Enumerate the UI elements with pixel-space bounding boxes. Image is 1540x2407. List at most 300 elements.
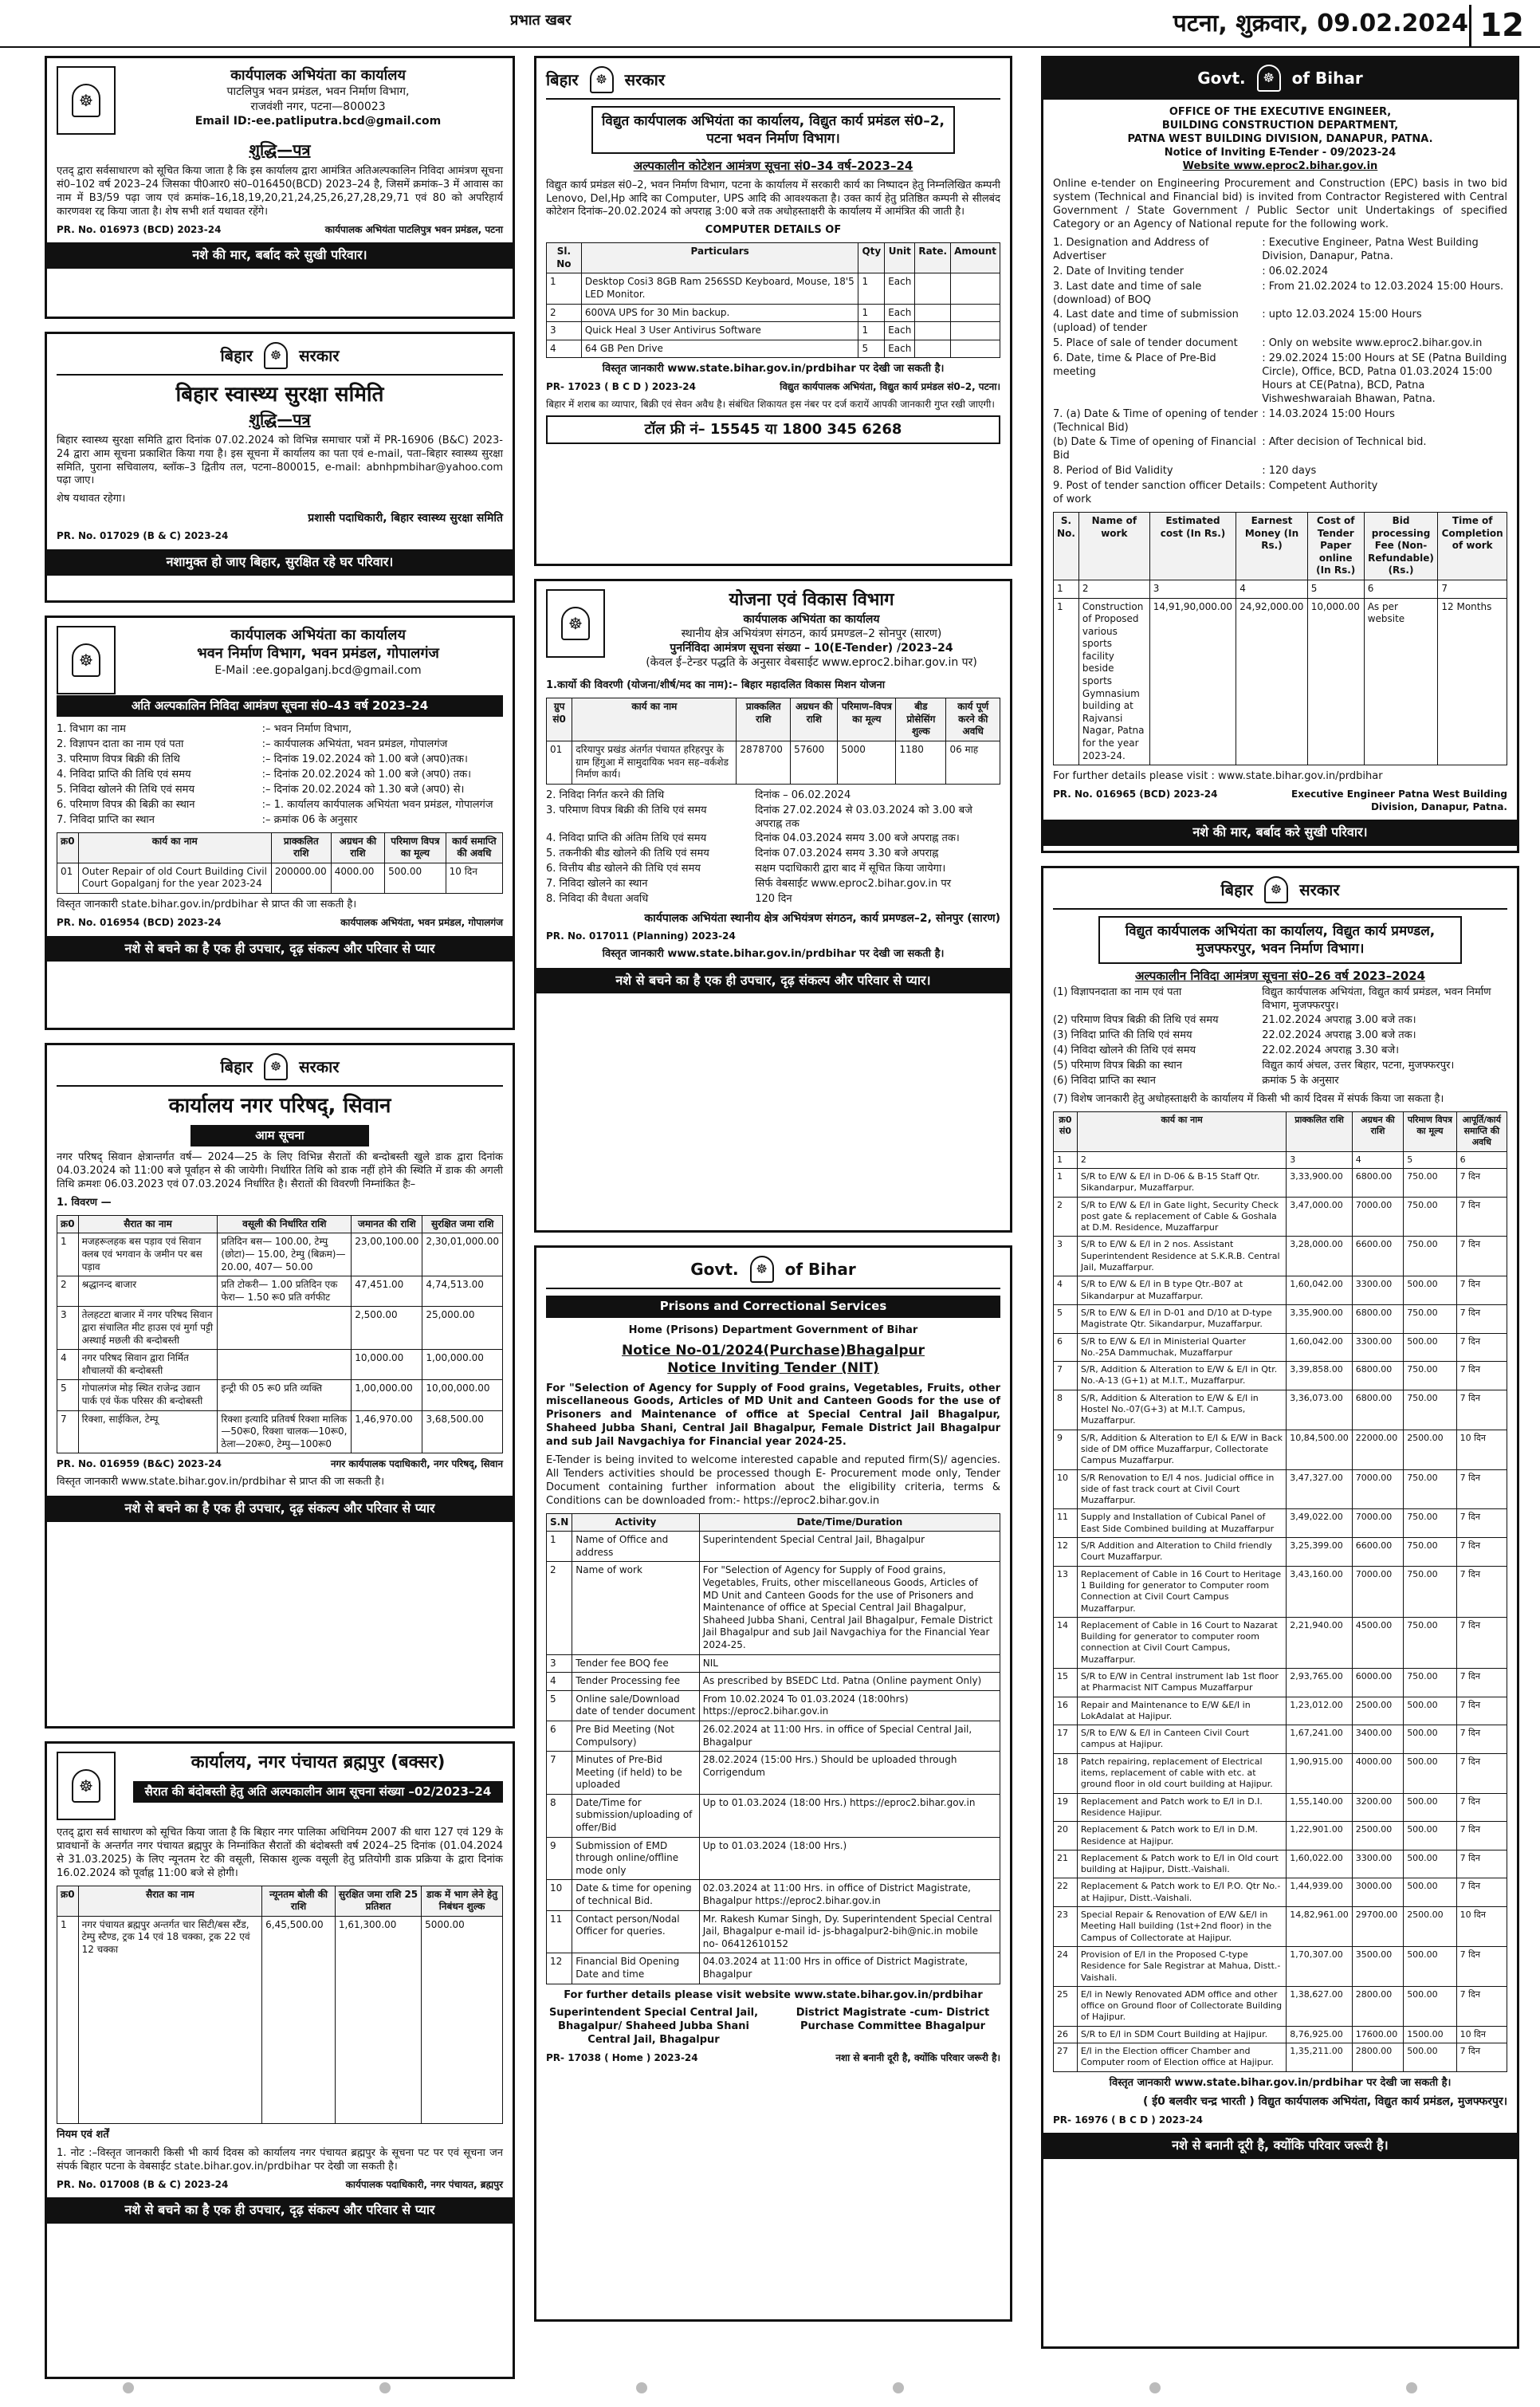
table-row: 3 Quick Heal 3 User Antivirus Software 1 Each xyxy=(547,322,1000,340)
decor-dot xyxy=(1406,2382,1417,2393)
footer-slogan: नशा से बनानी दूरी है, क्योंकि परिवार जरूरी है। xyxy=(835,2052,1000,2064)
emblem-icon: ☸ xyxy=(750,1256,774,1283)
table-row xyxy=(1054,1668,1507,1697)
table-row xyxy=(1054,1697,1507,1725)
table-cell: 1,70,307.00 xyxy=(1287,1946,1352,1986)
website-note: विस्तृत जानकारी www.state.bihar.gov.in/prdbihar पर देखी जा सकती है। xyxy=(1109,2076,1452,2089)
table-cell: 500.00 xyxy=(1404,1276,1456,1305)
signature: कार्यपालक अभियंता स्थानीय क्षेत्र अभियंत्रण संगठन, कार्य प्रमण्डल–2, सोनपुर (सारण) xyxy=(644,911,1000,925)
table-cell: 3 xyxy=(1054,1237,1078,1276)
ad-header xyxy=(623,589,1000,670)
office-subtitle: स्थानीय क्षेत्र अभियंत्रण संगठन, कार्य प्रमण्डल–2 सोनपुर (सारण) xyxy=(681,627,942,640)
table-cell: 6600.00 xyxy=(1352,1237,1403,1276)
emblem-icon: ☸ xyxy=(264,342,288,369)
table-cell: 500.00 xyxy=(1404,1725,1456,1754)
emblem-icon: ☸ xyxy=(264,1053,288,1080)
table-cell: 8,76,925.00 xyxy=(1287,2026,1352,2043)
table-cell: 7 दिन xyxy=(1456,1362,1507,1390)
office-email: E-Mail :ee.gopalganj.bcd@gmail.com xyxy=(214,663,422,677)
office-title: कार्यालय, नगर पंचायत ब्रह्मपुर (बक्सर) xyxy=(191,1752,446,1772)
pr-number: PR. No. 017011 (Planning) 2023-24 xyxy=(546,930,736,942)
special-info: (7) विशेष जानकारी हेतु अधोहस्ताक्षरी के कार्यालय में किसी भी कार्य दिवस में संपर्क किया जा सकता है। xyxy=(1053,1092,1444,1105)
page-bottom-decoration xyxy=(0,2380,1540,2396)
signature: कार्यपालक अभियंता, भवन प्रमंडल, गोपालगंज xyxy=(340,916,503,928)
table-cell: 500.00 xyxy=(1404,1986,1456,2026)
table-row xyxy=(1054,1538,1507,1567)
table-row: 6 Pre Bid Meeting (Not Compulsory) 26.02.2024 at 11:00 Hrs. in office of Special Central Jail, Bhagalpur xyxy=(547,1721,1000,1751)
dept-title: योजना एवं विकास विभाग xyxy=(729,590,894,610)
table-cell: Special Repair & Renovation of E/W &E/I in Meeting Hall building (1st+2nd floor) in the Campus of Collectorate at Hajipur. xyxy=(1077,1907,1286,1947)
table-cell: 1,22,901.00 xyxy=(1287,1822,1352,1850)
signature: Executive Engineer Patna West Building Division, Danapur, Patna. xyxy=(1291,789,1507,812)
table-cell: 8 xyxy=(1054,1390,1078,1430)
table-cell: 4000.00 xyxy=(1352,1753,1403,1793)
table-cell: 7000.00 xyxy=(1352,1509,1403,1538)
footer-slogan: नशामुक्त हो जाए बिहार, सुरक्षित रहे घर परिवार। xyxy=(47,549,513,576)
ad-gopalganj xyxy=(45,616,515,1030)
table-cell: 3,35,900.00 xyxy=(1287,1304,1352,1333)
table-row: 01 दरियापुर प्रखंड अंतर्गत पंचायत हरिहरपुर के ग्राम हिंगुआ में सामुदायिक भवन सह–वर्कशेड निर्माण कार्य। 2878700 57600 5000 1180 06 माह xyxy=(547,741,1000,785)
emblem-icon: ☸ xyxy=(72,84,100,117)
table-cell: S/R, Addition & Alteration to E/W & E/I in Qtr. No.-A-13 (G+1) at M.I.T., Muzaffarpur. xyxy=(1077,1362,1286,1390)
govt-banner xyxy=(57,1053,503,1087)
table-row xyxy=(1054,1509,1507,1538)
works-table: क्र0 सं0 कार्य का नाम प्राक्कलित राशि अग्रधन की राशि परिमाण विपत्र का मूल्य आपूर्ति/कार्य समाप्ति की अवधि 1 2 3 4 5 6 1 S/R to E/W & E/I in D-06 & B-15 Staff Qtr. Sikandarpur, Muzaffarpur. 3,33,900.00 6800.00 750.00 7 दिन 2 S/R to E/W & E/I in Gate light, Security Check post gate & replacement of Cable & Goshala at D.M. Residence, Muzaffarpur 3,47,000.00 7000.00 750.00 7 दिन 3 S/R to E/W & E/I in 2 nos. Assistant Superintendent Residence at S.K.R.B. Central Jail, Muzaffarpur. 3,28,000.00 6600.00 750.00 7 दिन 4 S/R to E/W & E/I in B type Qtr.-B07 at Sikandarpur at Muzaffarpur. 1,60,042.00 3300.00 500.00 7 दिन 5 S/R to E/W & E/I in D-01 and D/10 at D-type Magistrate Qtr. Sikandarpur, Muzaffarpur. 3,35,900.00 6800.00 750.00 7 दिन 6 S/R to E/W & E/I in Ministerial Quarter No.-25A Dammuchak, Muzaffarpur 1,60,042.00 3300.00 500.00 7 दिन 7 S/R, Addition & Alteration to E/W & E/I in Qtr. No.-A-13 (G+1) at M.I.T., Muzaffarpur. 3,39,858.00 6800.00 750.00 7 दिन 8 S/R, Addition & Alteration to E/W & E/I in Hostel No.-07(G+3) at M.I.T. Campus, Muzaffarpur. 3,36,073.00 6800.00 750.00 7 दिन 9 S/R, Addition & Alteration to E/I & E/W in Back side of DM office Muzaffarpur, Collectorate Campus Muzaffarpur. 10,84,500.00 22000.00 2500.00 10 दिन 10 S/R Renovation to E/I 4 nos. Judicial office in side of fast track court at Civil Court Muzaffarpur. 3,47,327.00 7000.00 750.00 7 दिन 11 Supply and Installation of Cubical Panel of East Side Combined building at Muzaffarpur 3,49,022.00 7000.00 750.00 7 दिन 12 S/R Addition and Alteration to Child friendly Court Muzaffarpur. 3,25,399.00 6600.00 750.00 7 दिन 13 Replacement of Cable in 16 Court to Heritage 1 Building for generator to Computer room Connection at Civil Court Campus Muzaffarpur. 3,43,160.00 7000.00 750.00 7 दिन 14 Replacement of Cable in 16 Court to Nazarat Building for generator to computer room connection at Civil Court Campus, Muzaffarpur. 2,21,940.00 4500.00 750.00 7 दिन 15 S/R to E/W in Central instrument lab 1st floor at Pharmacist NIT Campus Muzaffarpur 2,93,765.00 6000.00 750.00 7 दिन 16 Repair and Maintenance to E/W &E/I in LokAdalat at Hajipur. 1,23,012.00 2500.00 500.00 7 दिन 17 S/R to E/W & E/I in Canteen Civil Court campus at Hajipur. 1,67,241.00 3400.00 500.00 7 दिन 18 Patch repairing, replacement of Electrical items, replacement of cable with etc. at ground floor in old court building at Hajipur. 1,90,915.00 4000.00 500.00 7 दिन 19 Replacement and Patch work to E/I in D.I. Residence Hajipur. 1,55,140.00 3200.00 500.00 7 दिन 20 Replacement & Patch work to E/I in D.M. Residence at Hajipur. 1,22,901.00 2500.00 500.00 7 दिन 21 Replacement & Patch work to E/I in Old court building at Hajipur, Distt.-Vaishali. 1,60,022.00 3300.00 500.00 7 दिन 22 Replacement & Patch work to E/I P.O. Qtr No.-at Hajipur, Distt.-Vaishali. 1,44,939.00 3000.00 500.00 7 दिन 23 Special Repair & Renovation of E/W &E/I in Meeting Hall building (1st+2nd floor) in the Campus of Collectorate at Hajipur. 14,82,961.00 29700.00 2500.00 10 दिन 24 Provision of E/I in the Proposed C-type Residence for Sale Registrar at Mahua, Distt.-Vaishali. 1,70,307.00 3500.00 500.00 7 दिन 25 E/I in Newly Renovated ADM office and other office on Ground floor of Collectorate Building of Hajipur. 1,38,627.00 2800.00 500.00 7 दिन 26 S/R to E/I in SDM Court Building at Hajipur. 8,76,925.00 17600.00 1500.00 10 दिन 27 E/I in the Election officer Chamber and Computer room of Election office at Hajipur. 1,35,211.00 2800.00 500.00 7 दिन xyxy=(1053,1111,1507,2072)
table-cell: 16 xyxy=(1054,1697,1078,1725)
ad-siwan xyxy=(45,1043,515,1729)
table-row xyxy=(1054,1304,1507,1333)
ad-muzaffarpur xyxy=(1041,866,1519,2349)
detail-row: 7. (a) Date & Time of opening of tender (Technical Bid) : 14.03.2024 15:00 Hours xyxy=(1053,407,1395,434)
table-cell: S/R to E/W & E/I in D-01 and D/10 at D-type Magistrate Qtr. Sikandarpur, Muzaffarpur. xyxy=(1077,1304,1286,1333)
signature: कार्यपालक अभियंता पाटलिपुत्र भवन प्रमंडल, पटना xyxy=(324,223,503,235)
table-cell: 1,38,627.00 xyxy=(1287,1986,1352,2026)
table-cell: 1 xyxy=(1054,1169,1078,1198)
detail-row: 8. निविदा की वैधता अवधि 120 दिन xyxy=(546,893,792,906)
table-row: 9 Submission of EMD through online/offline mode only Up to 01.03.2024 (18:00 Hrs.) xyxy=(547,1837,1000,1880)
table-cell: 3,47,327.00 xyxy=(1287,1469,1352,1509)
table-row: 01 Outer Repair of old Court Building Civil Court Gopalganj for the year 2023-24 200000.00 4000.00 500.00 10 दिन xyxy=(57,863,503,893)
table-cell: 500.00 xyxy=(1404,1822,1456,1850)
newspaper-brand: प्रभात खबर xyxy=(510,12,572,29)
table-row: 3 तेलहटटा बाजार में नगर परिषद सिवान द्वारा संचालित मीट हाउस एवं मुर्गा पट्टी अस्थाई मछली की बन्दोबस्ती 2,500.00 25,000.00 xyxy=(57,1307,503,1350)
table-cell: 7 दिन xyxy=(1456,1986,1507,2026)
table-cell: 1,67,241.00 xyxy=(1287,1725,1352,1754)
table-row: 1 Name of Office and address Superintendent Special Central Jail, Bhagalpur xyxy=(547,1532,1000,1562)
banner-right: of Bihar xyxy=(784,1260,856,1279)
ad-buxar xyxy=(45,1741,515,2379)
table-cell: Replacement and Patch work to E/I in D.I. Residence Hajipur. xyxy=(1077,1793,1286,1822)
table-row: 7 रिक्शा, साईकिल, टेम्पू रिक्शा इत्यादि प्रतिवर्ष रिक्शा मालिक—50रू0, रिक्शा चालक—10रू0, ठेला—20रू0, टेम्पु—100रू0 1,46,970.00 3,68,500.00 xyxy=(57,1410,503,1453)
table-row: 1 नगर पंचायत ब्रह्मपुर अन्तर्गत चार सिटी/बस स्टैंड, टेम्पु स्टैण्ड, ट्रक 14 एवं 18 चक्का, ट्रक 22 एवं 12 चक्का 6,45,500.00 1,61,300.00 5000.00 xyxy=(57,1916,503,2123)
table-cell: 750.00 xyxy=(1404,1197,1456,1237)
notice-title: अल्पकालीन निविदा आमंत्रण सूचना सं0–26 वर्ष 2023–2024 xyxy=(1134,969,1426,984)
website-note: For further details please visit website www.state.bihar.gov.in/prdbihar xyxy=(564,1988,983,2001)
notice-subtitle: (केवल ई–टेन्डर पद्धति के अनुसार वेबसाईट www.eproc2.bihar.gov.in पर) xyxy=(646,656,977,670)
office-subtitle: BUILDING CONSTRUCTION DEPARTMENT, xyxy=(1161,119,1399,132)
table-cell: 6800.00 xyxy=(1352,1362,1403,1390)
table-cell: 500.00 xyxy=(1404,1697,1456,1725)
banner-right: of Bihar xyxy=(1291,69,1363,88)
table-cell: 3300.00 xyxy=(1352,1276,1403,1305)
table-row xyxy=(1054,1946,1507,1986)
table-row xyxy=(1054,1469,1507,1509)
detail-row: 8. Period of Bid Validity : 120 days xyxy=(1053,465,1317,478)
tender-details xyxy=(546,789,1000,907)
table-cell: 500.00 xyxy=(1404,1878,1456,1907)
table-cell: 750.00 xyxy=(1404,1566,1456,1617)
table-cell: Supply and Installation of Cubical Panel of East Side Combined building at Muzaffarpur xyxy=(1077,1509,1286,1538)
notice-number: Notice No-01/2024(Purchase)Bhagalpur xyxy=(622,1343,925,1359)
table-cell: 14 xyxy=(1054,1617,1078,1668)
table-row xyxy=(1054,1878,1507,1907)
pr-number: PR. No. 016973 (BCD) 2023-24 xyxy=(57,223,222,235)
table-cell: 7 दिन xyxy=(1456,1197,1507,1237)
table-caption: COMPUTER DETAILS OF xyxy=(705,224,842,237)
detail-row: 4. Last date and time of submission (upload) of tender : upto 12.03.2024 15:00 Hours xyxy=(1053,309,1422,335)
table-cell: 500.00 xyxy=(1404,2043,1456,2072)
notice-title: अल्पकालीन कोटेशन आमंत्रण सूचना सं0–34 वर्ष–2023–24 xyxy=(633,159,913,174)
banner-left: बिहार xyxy=(220,346,253,365)
table-cell: 7 दिन xyxy=(1456,1469,1507,1509)
page-number: 12 xyxy=(1469,5,1524,46)
office-title: कार्यपालक अभियंता का कार्यालय xyxy=(230,627,406,643)
website-note: विस्तृत जानकारी www.state.bihar.gov.in/prdbihar पर देखी जा सकती है। xyxy=(602,947,945,960)
table-cell: 22000.00 xyxy=(1352,1430,1403,1469)
notice-body: एतद् द्वारा सर्वसाधारण को सूचित किया जाता है कि इस कार्यालय द्वारा आमंत्रित अतिअल्पकालिन निविदा आमंत्रण सूचना सं0–102 वर्ष 2023–24 जिसका पी0आर0 सं0–016450(BCD) 2023–24 है, जिसमें क्रमांक–3 में आवास का नाम में B3/59 पढ़ा जाय एवं क्रमांक–16,18,19,20,21,24,25,26,27,28,29,71 एवं 80 को अपरिहार्य कारणवश रद्द किया जाता है। शेष सभी शर्त यथावत रहेंगे। xyxy=(57,164,503,218)
table-cell: 7000.00 xyxy=(1352,1469,1403,1509)
table-cell: S/R to E/W & E/I in B type Qtr.-B07 at Sikandarpur at Muzaffarpur. xyxy=(1077,1276,1286,1305)
table-row xyxy=(1054,1850,1507,1878)
table-row xyxy=(1054,1169,1507,1198)
govt-banner xyxy=(1053,876,1507,910)
table-cell: 750.00 xyxy=(1404,1509,1456,1538)
decor-dot xyxy=(1149,2382,1161,2393)
notice-title: आम सूचना xyxy=(191,1125,369,1147)
table-cell: 27 xyxy=(1054,2043,1078,2072)
table-cell: 15 xyxy=(1054,1668,1078,1697)
detail-row: 7. निविदा प्राप्ति का स्थान :– क्रमांक 06 के अनुसार xyxy=(57,813,358,826)
table-cell: 1,60,042.00 xyxy=(1287,1333,1352,1362)
table-cell: S/R to E/I in SDM Court Building at Hajipur. xyxy=(1077,2026,1286,2043)
emblem-icon: ☸ xyxy=(1264,876,1288,903)
table-cell: 2500.00 xyxy=(1352,1697,1403,1725)
table-cell: 500.00 xyxy=(1404,1850,1456,1878)
table-cell: Repair and Maintenance to E/W &E/I in LokAdalat at Hajipur. xyxy=(1077,1697,1286,1725)
table-cell: 3300.00 xyxy=(1352,1333,1403,1362)
banner-right: सरकार xyxy=(299,346,340,365)
table-cell: 1,44,939.00 xyxy=(1287,1878,1352,1907)
notice-title: पुनर्निविदा आमंत्रण सूचना संख्या – 10(E-Tender) /2023–24 xyxy=(670,641,953,655)
ad-header xyxy=(133,626,503,678)
decor-dot xyxy=(636,2382,647,2393)
notice-remaining: शेष यथावत रहेगा। xyxy=(57,493,126,505)
pr-number: PR. No. 016954 (BCD) 2023-24 xyxy=(57,916,222,928)
banner-left: Govt. xyxy=(690,1260,739,1279)
table-row xyxy=(1054,1362,1507,1390)
table-cell: 7 दिन xyxy=(1456,1333,1507,1362)
ad-danapur xyxy=(1041,56,1519,853)
table-index-row: 1 2 3 4 5 6 xyxy=(1054,1151,1507,1168)
table-cell: 2800.00 xyxy=(1352,1986,1403,2026)
table-cell: 7 दिन xyxy=(1456,2043,1507,2072)
table-cell: S/R to E/W & E/I in Gate light, Security Check post gate & replacement of Cable & Goshala at D.M. Residence, Muzaffarpur xyxy=(1077,1197,1286,1237)
table-cell: 7000.00 xyxy=(1352,1566,1403,1617)
website-note: विस्तृत जानकारी state.bihar.gov.in/prdbihar से प्राप्त की जा सकती है। xyxy=(57,899,357,911)
table-cell: E/I in the Election officer Chamber and Computer room of Election office at Hajipur. xyxy=(1077,2043,1286,2072)
table-cell: 7 दिन xyxy=(1456,1566,1507,1617)
table-cell: 7 दिन xyxy=(1456,1668,1507,1697)
table-cell: 3400.00 xyxy=(1352,1725,1403,1754)
signature: विद्युत कार्यपालक अभियंता, विद्युत कार्य प्रमंडल सं0–2, पटना। xyxy=(780,381,1000,393)
office-title: OFFICE OF THE EXECUTIVE ENGINEER, xyxy=(1169,106,1392,118)
banner-right: सरकार xyxy=(1299,880,1340,899)
table-row: 1 Desktop Cosi3 8GB Ram 256SSD Keyboard, Mouse, 18'5 LED Monitor. 1 Each xyxy=(547,273,1000,304)
office-subtitle: भवन निर्माण विभाग, भवन प्रमंडल, गोपालगंज xyxy=(197,645,439,663)
govt-banner xyxy=(1043,58,1517,100)
table-cell: 7 दिन xyxy=(1456,1753,1507,1793)
table-cell: 500.00 xyxy=(1404,1333,1456,1362)
table-row: 4 64 GB Pen Drive 5 Each xyxy=(547,340,1000,358)
table-cell: 3000.00 xyxy=(1352,1878,1403,1907)
banner-right: सरकार xyxy=(624,70,666,89)
table-row xyxy=(1054,1725,1507,1754)
computer-table: Sl. No Particulars Qty Unit Rate. Amount 1 Desktop Cosi3 8GB Ram 256SSD Keyboard, Mouse, 18'5 LED Monitor. 1 Each 2 600VA UPS for 30 Min backup. 1 Each 3 Quick Heal 3 User Antivirus Software 1 Each 4 64 GB Pen Drive 5 Each xyxy=(546,242,1000,358)
table-cell: 3,25,399.00 xyxy=(1287,1538,1352,1567)
table-cell: S/R, Addition & Alteration to E/I & E/W in Back side of DM office Muzaffarpur, Collectorate Campus Muzaffarpur. xyxy=(1077,1430,1286,1469)
detail-row: (5) परिमाण विपत्र बिक्री का स्थान विद्युत कार्य अंचल, उत्तर बिहार, पटना, मुजफ्फरपुर। xyxy=(1053,1060,1455,1072)
notice-title: शुद्धि—पत्र xyxy=(249,140,311,159)
emblem-icon: ☸ xyxy=(72,1769,100,1803)
table-row xyxy=(1054,1753,1507,1793)
table-cell: 3200.00 xyxy=(1352,1793,1403,1822)
table-cell: 3,33,900.00 xyxy=(1287,1169,1352,1198)
signature-right: District Magistrate -cum- District Purchase Committee Bhagalpur xyxy=(796,2007,990,2033)
ad-sonpur xyxy=(534,579,1012,1233)
column-middle xyxy=(534,56,1012,2334)
pr-number: PR. No. 017029 (B & C) 2023-24 xyxy=(57,530,229,542)
ad-header xyxy=(133,66,503,128)
notice-note: 1. नोट :–विस्तृत जानकारी किसी भी कार्य दिवस को कार्यालय नगर पंचायत ब्रह्मपुर के सूचना पट पर एवं सूचना जन संपर्क बिहार पटना के वेबसाईट state.bihar.gov.in/prdbihar पर देखी जा सकती है। xyxy=(57,2146,503,2173)
tender-details xyxy=(1053,986,1507,1088)
table-cell: Replacement of Cable in 16 Court to Nazarat Building for generator to computer room connection at Civil Court Campus, Muzaffarpur. xyxy=(1077,1617,1286,1668)
table-cell: 7 दिन xyxy=(1456,1946,1507,1986)
emblem-icon: ☸ xyxy=(590,66,614,93)
table-cell: 6800.00 xyxy=(1352,1390,1403,1430)
dateline: पटना, शुक्रवार, 09.02.2024 xyxy=(1173,10,1468,37)
pr-number: PR- 17038 ( Home ) 2023-24 xyxy=(546,2052,698,2064)
notice-body: बिहार स्वास्थ्य सुरक्षा समिति द्वारा दिनांक 07.02.2024 को विभिन्न समाचार पत्रों में PR-16906 (B&C) 2023-24 द्वारा आम सूचना प्रकाशित किया गया है। इस सूचना में कार्यालय का पता एवं e-mail, पता–बिहार स्वास्थ्य सुरक्षा समिति, पुराना सचिवालय, ब्लॉक–3 द्वितीय तल, पटना–800015, e-mail: abnhpmbihar@yahoo.com पढ़ा जाए। xyxy=(57,434,503,487)
detail-row: 5. तकनीकी बीड खोलने की तिथि एवं समय दिनांक 07.03.2024 समय 3.30 बजे अपराह्न xyxy=(546,848,939,860)
liquor-notice: बिहार में शराब का व्यापार, बिक्री एवं सेवन अवैध है। संबंधित शिकायत इस नंबर पर दर्ज करायें आपकी जानकारी गुप्त रखी जाएगी। xyxy=(546,398,995,410)
detail-row: (4) निविदा खोलने की तिथि एवं समय 22.02.2024 अपराह्न 3.30 बजे। xyxy=(1053,1044,1400,1057)
table-cell: 2500.00 xyxy=(1404,1907,1456,1947)
table-cell: S/R to E/W & E/I in D-06 & B-15 Staff Qtr. Sikandarpur, Muzaffarpur. xyxy=(1077,1169,1286,1198)
tender-details xyxy=(1053,237,1507,507)
notice-purpose: For "Selection of Agency for Supply of Food grains, Vegetables, Fruits, other miscellaneous Goods, Articles of MD Unit and Canteen Goods for the use of Prisoners and Maintenance of office at Special Central Jail Bhagalpur, Shaheed Jubba Shani, Central Jail Bhagalpur, Female District Jail Bhagalpur and sub Jail Navgachiya for Financial year 2024-25. xyxy=(546,1382,1000,1449)
table-cell: 750.00 xyxy=(1404,1169,1456,1198)
nit-table: S.N Activity Date/Time/Duration 1 Name of Office and address Superintendent Special Central Jail, Bhagalpur 2 Name of work For "Selection of Agency for Supply of Food grains, Vegetables, Fruits, other miscellaneous Goods, Articles of MD Unit and Canteen Goods for the use of Prisoners and Maintenance of office at Special Central Jail Bhagalpur, Shaheed Jubba Shani, Central Jail Bhagalpur, Female District Jail Bhagalpur and sub Jail Navgachiya for the Financial Year 2024-25. 3 Tender fee BOQ fee NIL 4 Tender Processing fee As prescribed by BSEDC Ltd. Patna (Online payment Only) 5 Online sale/Download date of tender document From 10.02.2024 To 01.03.2024 (18:00hrs) https://eproc2.bihar.gov.in 6 Pre Bid Meeting (Not Compulsory) 26.02.2024 at 11:00 Hrs. in office of Special Central Jail, Bhagalpur 7 Minutes of Pre-Bid Meeting (if held) to be uploaded 28.02.2024 (15:00 Hrs.) Should be uploaded through Corrigendum 8 Date/Time for submission/uploading of offer/Bid Up to 01.03.2024 (18:00 Hrs.) https://eproc2.bihar.gov.in 9 Submission of EMD through online/offline mode only Up to 01.03.2024 (18:00 Hrs.) 10 Date & time for opening of technical Bid. 02.03.2024 at 11:00 Hrs. in office of District Magistrate, Bhagalpur https://eproc2.bihar.gov.in 11 Contact person/Nodal Officer for queries. Mr. Rakesh Kumar Singh, Dy. Superintendent Special Central Jail, Bhagalpur e-mail id- js-bhagalpur2-bih@nic.in mobile no- 06412610152 12 Financial Bid Opening Date and time 04.03.2024 at 11:00 Hrs in office of District Magistrate, Bhagalpur xyxy=(546,1513,1000,1984)
table-row xyxy=(1054,2043,1507,2072)
table-cell: 500.00 xyxy=(1404,1946,1456,1986)
table-cell: 7 दिन xyxy=(1456,1617,1507,1668)
table-row: 2 श्रद्धानन्द बाजार प्रति टोकरी— 1.00 प्रतिदिन एक फेरा— 1.50 रू0 प्रति वर्गफीट 47,451.00 4,74,513.00 xyxy=(57,1276,503,1307)
detail-row: 5. Place of sale of tender document : Only on website www.eproc2.bihar.gov.in xyxy=(1053,337,1483,350)
footer-slogan: नशे की मार, बर्बाद करे सुखी परिवार। xyxy=(47,242,513,269)
table-cell: 7 दिन xyxy=(1456,1697,1507,1725)
decor-dot xyxy=(123,2382,134,2393)
pr-number: PR. No. 017008 (B & C) 2023-24 xyxy=(57,2178,229,2190)
table-cell: 7000.00 xyxy=(1352,1197,1403,1237)
emblem-icon: ☸ xyxy=(72,643,100,677)
table-row: 8 Date/Time for submission/uploading of offer/Bid Up to 01.03.2024 (18:00 Hrs.) https://eproc2.bihar.gov.in xyxy=(547,1794,1000,1837)
table-cell: 750.00 xyxy=(1404,1304,1456,1333)
table-row: 7 Minutes of Pre-Bid Meeting (if held) to be uploaded 28.02.2024 (15:00 Hrs.) Should be uploaded through Corrigendum xyxy=(547,1752,1000,1795)
table-row xyxy=(1054,1986,1507,2026)
table-cell: 750.00 xyxy=(1404,1617,1456,1668)
table-cell: 750.00 xyxy=(1404,1538,1456,1567)
office-address: PATNA WEST BUILDING DIVISION, DANAPUR, PATNA. xyxy=(1127,132,1433,145)
table-cell: 10 xyxy=(1054,1469,1078,1509)
pr-number: PR. No. 016959 (B&C) 2023-24 xyxy=(57,1458,222,1470)
table-cell: Replacement & Patch work to E/I in Old court building at Hajipur, Distt.-Vaishali. xyxy=(1077,1850,1286,1878)
signature: ( ई0 बलवीर चन्द्र भारती ) विद्युत कार्यपालक अभियंता, विद्युत कार्य प्रमंडल, मुजफ्फरपुर। xyxy=(1142,2095,1507,2109)
table-cell: 6 xyxy=(1054,1333,1078,1362)
detail-row: (b) Date & Time of opening of Financial Bid : After decision of Technical bid. xyxy=(1053,436,1427,462)
footer-slogan: नशे की मार, बर्बाद करे सुखी परिवार। xyxy=(1043,820,1517,846)
footer-slogan: नशे से बचने का है एक ही उपचार, दृढ़ संकल्प और परिवार से प्यार। xyxy=(536,968,1010,994)
table-cell: 7 दिन xyxy=(1456,1276,1507,1305)
table-row: 10 Date & time for opening of technical Bid. 02.03.2024 at 11:00 Hrs. in office of District Magistrate, Bhagalpur https://eproc2.bihar.gov.in xyxy=(547,1880,1000,1910)
table-cell: 3,39,858.00 xyxy=(1287,1362,1352,1390)
table-cell: 9 xyxy=(1054,1430,1078,1469)
table-row: 1 Construction of Proposed various sports facility beside sports Gymnasium building at Rajvansi Nagar, Patna for the year 2023-24. 14,91,90,000.00 24,92,000.00 10,000.00 As per website 12 Months xyxy=(1054,598,1507,765)
table-cell: 4500.00 xyxy=(1352,1617,1403,1668)
table-row: 11 Contact person/Nodal Officer for queries. Mr. Rakesh Kumar Singh, Dy. Superintendent Special Central Jail, Bhagalpur e-mail id- js-bhagalpur2-bih@nic.in mobile no- 06412610152 xyxy=(547,1910,1000,1953)
table-cell: 12 xyxy=(1054,1538,1078,1567)
table-cell: 23 xyxy=(1054,1907,1078,1947)
table-cell: 6800.00 xyxy=(1352,1169,1403,1198)
ad-health-committee xyxy=(45,332,515,603)
emblem-icon: ☸ xyxy=(561,607,590,640)
works-table: क्र0 कार्य का नाम प्राक्कलित राशि अग्रधन की राशि परिमाण विपत्र का मूल्य कार्य समाप्ति की अवधि 01 Outer Repair of old Court Building Civil Court Gopalganj for the year 2023-24 200000.00 4000.00 500.00 10 दिन xyxy=(57,832,503,894)
works-description: 1.कार्यो की विवरणी (योजना/शीर्ष/मद का नाम):– बिहार महादलित विकास मिशन योजना xyxy=(546,679,886,692)
table-row: 1 मजहरूलहक बस पड़ाव एवं सिवान क्लब एवं भगवान के जमीन पर बस पड़ाव प्रतिदिन बस— 100.00, टेम्पु (छोटा)— 15.00, टेम्पु (बिक्रम)—20.00, 407— 50.00 23,00,100.00 2,30,01,000.00 xyxy=(57,1233,503,1276)
rules-heading: नियम एवं शर्तें xyxy=(57,2128,109,2141)
table-cell: 3500.00 xyxy=(1352,1946,1403,1986)
table-cell: 11 xyxy=(1054,1509,1078,1538)
detail-row: 4. निविदा प्राप्ति की अंतिम तिथि एवं समय दिनांक 04.03.2024 समय 3.00 बजे अपराह्न तक। xyxy=(546,832,960,845)
table-row: 12 Financial Bid Opening Date and time 04.03.2024 at 11:00 Hrs in office of District Magistrate, Bhagalpur xyxy=(547,1953,1000,1984)
table-cell: 1,35,211.00 xyxy=(1287,2043,1352,2072)
table-cell: 3,47,000.00 xyxy=(1287,1197,1352,1237)
table-row xyxy=(1054,1617,1507,1668)
table-cell: 18 xyxy=(1054,1753,1078,1793)
works-table: ग्रुप सं0 कार्य का नाम प्राक्कलित राशि अग्रधन की राशि परिमाण–विपत्र का मूल्य बीड प्रोसेसिंग शुल्क कार्य पूर्ण करने की अवधि 01 दरियापुर प्रखंड अंतर्गत पंचायत हरिहरपुर के ग्राम हिंगुआ में सामुदायिक भवन सह–वर्कशेड निर्माण कार्य। 2878700 57600 5000 1180 06 माह xyxy=(546,698,1000,785)
detail-row: 1. Designation and Address of Advertiser : Executive Engineer, Patna West Building Division, Danapur, Patna. xyxy=(1053,237,1479,262)
table-row xyxy=(1054,1907,1507,1947)
masthead xyxy=(0,0,1540,48)
table-cell: 7 दिन xyxy=(1456,1304,1507,1333)
detail-row: 6. परिमाण विपत्र की बिक्री का स्थान :– 1. कार्यालय कार्यपालक अभियंता भवन प्रमंडल, गोपालगंज xyxy=(57,798,493,811)
footer-slogan: नशे से बचने का है एक ही उपचार, दृढ़ संकल्प और परिवार से प्यार xyxy=(47,1496,513,1522)
table-cell: 1,60,042.00 xyxy=(1287,1276,1352,1305)
footer-slogan: नशे से बनानी दूरी है, क्योंकि परिवार जरूरी है। xyxy=(1043,2133,1517,2159)
table-cell: S/R to E/W in Central instrument lab 1st floor at Pharmacist NIT Campus Muzaffarpur xyxy=(1077,1668,1286,1697)
table-cell: 7 दिन xyxy=(1456,1822,1507,1850)
table-cell: 14,82,961.00 xyxy=(1287,1907,1352,1947)
table-cell: Replacement of Cable in 16 Court to Heritage 1 Building for generator to Computer room Connection at Civil Court Campus Muzaffarpur. xyxy=(1077,1566,1286,1617)
detail-row: 3. परिमाण विपत्र बिक्री की तिथि :– दिनांक 19.02.2024 को 1.00 बजे (अप0)तक। xyxy=(57,753,468,766)
table-row xyxy=(1054,1822,1507,1850)
signature: कार्यपालक पदाधिकारी, नगर पंचायत, ब्रह्मपुर xyxy=(345,2178,503,2190)
table-index-row: 1 2 3 4 5 6 7 xyxy=(1054,580,1507,598)
table-cell: Provision of E/I in the Proposed C-type Residence for Sale Registrar at Mahua, Distt.-Vaishali. xyxy=(1077,1946,1286,1986)
detail-row: (1) विज्ञापनदाता का नाम एवं पता विद्युत कार्यपालक अभियंता, विद्युत कार्य प्रमंडल, भवन निर्माण विभाग, मुजफ्फरपुर। xyxy=(1053,985,1491,1012)
table-cell: 500.00 xyxy=(1404,1793,1456,1822)
table-row: 2 Name of work For "Selection of Agency for Supply of Food grains, Vegetables, Fruits, other miscellaneous Goods, Articles of MD Unit and Canteen Goods for the use of Prisoners and Maintenance of office at Special Central Jail Bhagalpur, Shaheed Jubba Shani, Central Jail Bhagalpur, Female District Jail Bhagalpur and sub Jail Navgachiya for the Financial Year 2024-25. xyxy=(547,1562,1000,1654)
table-row xyxy=(1054,1566,1507,1617)
notice-body: विद्युत कार्य प्रमंडल सं0–2, भवन निर्माण विभाग, पटना के कार्यालय में सरकारी कार्य का निष्पादन हेतु निम्नलिखित कम्पनी Lenovo, Del,Hp आदि का Computer, UPS आदि की आवश्यकता है। उक्त कार्य हेतु प्रतिष्ठित कम्पनी से सीलबंद कोटेशन दिनांक–20.02.2024 को अपराह्न 3:00 बजे तक अधोहस्ताक्षरी के कार्यालय में आमंत्रित की जाती है। xyxy=(546,179,1000,218)
table-cell: 750.00 xyxy=(1404,1237,1456,1276)
table-cell: 25 xyxy=(1054,1986,1078,2026)
table-cell: 2,93,765.00 xyxy=(1287,1668,1352,1697)
office-title: विद्युत कार्यपालक अभियंता का कार्यालय, विद्युत कार्य प्रमंडल सं0–2, पटना भवन निर्माण विभाग। xyxy=(591,106,955,154)
table-cell: 7 दिन xyxy=(1456,1237,1507,1276)
notice-body: एतद् द्वारा सर्व साधारण को सूचित किया जाता है कि बिहार नगर पालिका अधिनियम 2007 की धारा 127 एवं 129 के प्रावधानों के अन्तर्गत नगर पंचायत ब्रह्मपुर के निम्नांकित सैरातों की बंदोबस्ती वर्ष 2024–25 दिनांक (01.04.2024 से 31.03.2025) के लिए न्यूनतम रेट की वसूली, सिकास शुल्क वसूली हेतु प्रतियोगी डाक प्रक्रिया के द्वारा दिनांक 16.02.2024 को पूर्वाह्न 11:00 बजे से होगी। xyxy=(57,1827,503,1879)
detail-row: (3) निविदा प्राप्ति की तिथि एवं समय 22.02.2024 अपराह्न 3.00 बजे तक। xyxy=(1053,1029,1416,1042)
table-cell: S/R, Addition & Alteration to E/W & E/I in Hostel No.-07(G+3) at M.I.T. Campus, Muzaffarpur. xyxy=(1077,1390,1286,1430)
notice-body: E-Tender is being invited to welcome interested capable and reputed firm(S)/ agencies. All Tenders activities should be processed though E- Procurement mode only, Tender Document containing further information about the eligibility criteria, terms & Conditions can be downloaded from:- https://eproc2.bihar.gov.in xyxy=(546,1454,1000,1507)
ad-patliputra xyxy=(45,56,515,319)
table-cell: 1,55,140.00 xyxy=(1287,1793,1352,1822)
table-cell: 21 xyxy=(1054,1850,1078,1878)
govt-banner xyxy=(546,1256,1000,1289)
bihar-emblem-logo xyxy=(57,626,116,694)
table-cell: 17 xyxy=(1054,1725,1078,1754)
detail-row: 2. Date of Inviting tender : 06.02.2024 xyxy=(1053,265,1329,277)
table-cell: 3,36,073.00 xyxy=(1287,1390,1352,1430)
notice-title: अति अल्पकालिन निविदा आमंत्रण सूचना सं0–43 वर्ष 2023–24 xyxy=(57,695,503,718)
table-cell: 10,84,500.00 xyxy=(1287,1430,1352,1469)
website-note: For further details please visit : www.state.bihar.gov.in/prdbihar xyxy=(1053,770,1383,783)
table-cell: 3300.00 xyxy=(1352,1850,1403,1878)
bihar-emblem-logo xyxy=(57,66,116,135)
table-cell: 2500.00 xyxy=(1352,1822,1403,1850)
sairat-table: क्र0 सैरात का नाम न्यूनतम बोली की राशि सुरक्षित जमा राशि 25 प्रतिशत डाक में भाग लेने हेतु निबंधन शुल्क 1 नगर पंचायत ब्रह्मपुर अन्तर्गत चार सिटी/बस स्टैंड, टेम्पु स्टैण्ड, ट्रक 14 एवं 18 चक्का, ट्रक 22 एवं 12 चक्का 6,45,500.00 1,61,300.00 5000.00 xyxy=(57,1886,503,2124)
table-cell: 19 xyxy=(1054,1793,1078,1822)
detail-row: 2. विज्ञापन दाता का नाम एवं पता :– कार्यपालक अभियंता, भवन प्रमंडल, गोपालगंज xyxy=(57,738,448,751)
table-row xyxy=(1054,2026,1507,2043)
banner-left: बिहार xyxy=(220,1057,253,1076)
signature-left: Superintendent Special Central Jail, Bhagalpur/ Shaheed Jubba Shani Central Jail, Bhagalpur xyxy=(548,2007,759,2047)
column-left xyxy=(45,56,515,2392)
govt-banner xyxy=(546,66,1000,100)
table-cell: 1500.00 xyxy=(1404,2026,1456,2043)
table-cell: 750.00 xyxy=(1404,1390,1456,1430)
table-row: 5 Online sale/Download date of tender document From 10.02.2024 To 01.03.2024 (18:00hrs) https://eproc2.bihar.gov.in xyxy=(547,1690,1000,1721)
table-cell: 7 दिन xyxy=(1456,1725,1507,1754)
tender-details xyxy=(57,723,503,827)
footer-slogan: नशे से बचने का है एक ही उपचार, दृढ़ संकल्प और परिवार से प्यार xyxy=(47,936,513,962)
works-table: S. No. Name of work Estimated cost (In Rs.) Earnest Money (In Rs.) Cost of Tender Paper online (In Rs.) Bid processing Fee (Non-Refundable) (Rs.) Time of Completion of work 1 2 3 4 5 6 7 1 Construction of Proposed various sports facility beside sports Gymnasium building at Rajvansi Nagar, Patna for the year 2023-24. 14,91,90,000.00 24,92,000.00 10,000.00 As per website 12 Months xyxy=(1053,512,1507,765)
table-cell: 6000.00 xyxy=(1352,1668,1403,1697)
table-row: 3 Tender fee BOQ fee NIL xyxy=(547,1654,1000,1673)
table-cell: 10 दिन xyxy=(1456,2026,1507,2043)
detail-row: (2) परिमाण विपत्र बिक्री की तिथि एवं समय 21.02.2024 अपराह्न 3.00 बजे तक। xyxy=(1053,1014,1416,1027)
notice-title: Notice Inviting Tender (NIT) xyxy=(667,1360,879,1377)
website-note: विस्तृत जानकारी www.state.bihar.gov.in/prdbihar पर देखी जा सकती है। xyxy=(602,363,945,376)
